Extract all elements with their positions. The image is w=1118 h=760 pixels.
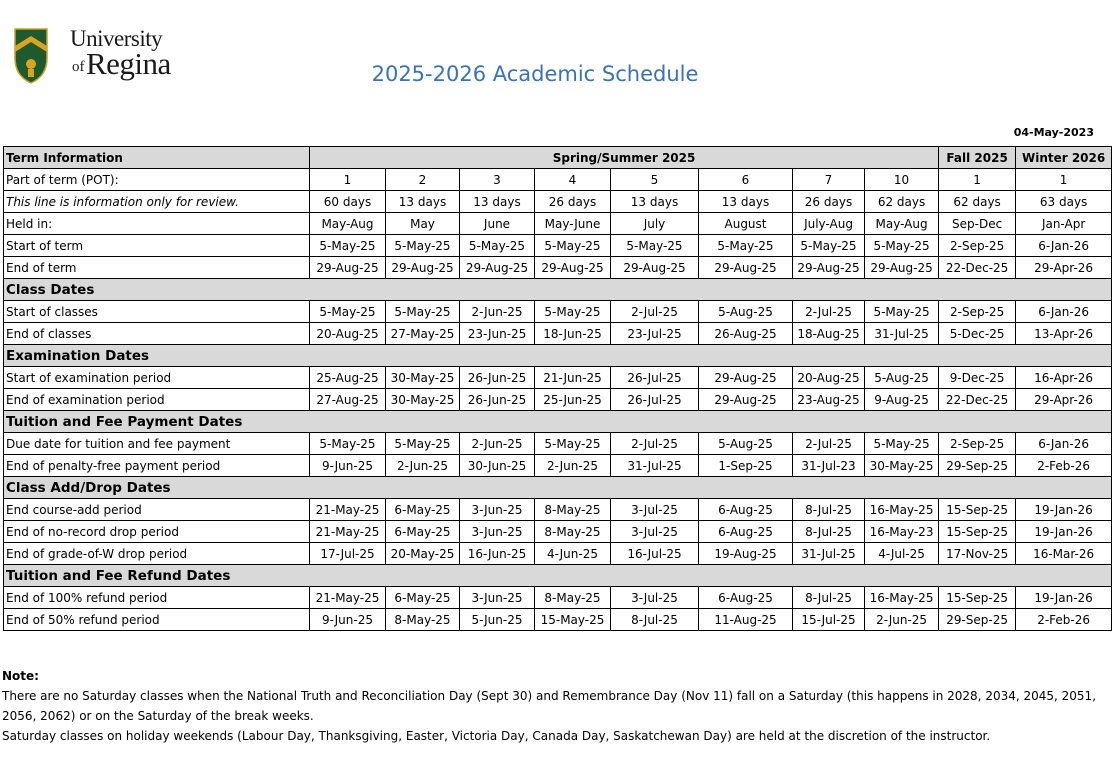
table-cell: 2-Jun-25 bbox=[535, 455, 611, 477]
table-cell: 5-Aug-25 bbox=[699, 301, 793, 323]
table-cell: 5-May-25 bbox=[310, 301, 386, 323]
table-cell: May-Aug bbox=[310, 213, 386, 235]
table-cell: 5-May-25 bbox=[535, 301, 611, 323]
table-cell: 5 bbox=[611, 169, 699, 191]
row-label: End of 50% refund period bbox=[4, 609, 310, 631]
table-cell: 9-Dec-25 bbox=[939, 367, 1016, 389]
header-spring-summer: Spring/Summer 2025 bbox=[310, 147, 939, 169]
table-cell: 2-Sep-25 bbox=[939, 235, 1016, 257]
table-cell: 5-May-25 bbox=[535, 235, 611, 257]
row-label: End of no-record drop period bbox=[4, 521, 310, 543]
table-cell: 23-Jun-25 bbox=[460, 323, 535, 345]
row-label: Start of classes bbox=[4, 301, 310, 323]
table-cell: 29-Sep-25 bbox=[939, 609, 1016, 631]
table-cell: 20-May-25 bbox=[386, 543, 460, 565]
table-cell: 26-Aug-25 bbox=[699, 323, 793, 345]
table-cell: 8-Jul-25 bbox=[793, 587, 865, 609]
table-cell: 9-Jun-25 bbox=[310, 455, 386, 477]
table-cell: Sep-Dec bbox=[939, 213, 1016, 235]
table-cell: 15-May-25 bbox=[535, 609, 611, 631]
table-row bbox=[4, 389, 1112, 411]
table-cell: 5-May-25 bbox=[611, 235, 699, 257]
table-cell: 26-Jul-25 bbox=[611, 367, 699, 389]
table-cell: 5-May-25 bbox=[699, 235, 793, 257]
table-cell: 23-Jul-25 bbox=[611, 323, 699, 345]
table-cell: 16-Jul-25 bbox=[611, 543, 699, 565]
table-cell: 62 days bbox=[939, 191, 1016, 213]
table-cell: 15-Sep-25 bbox=[939, 587, 1016, 609]
table-cell: 8-Jul-25 bbox=[793, 499, 865, 521]
table-cell: 5-May-25 bbox=[386, 235, 460, 257]
table-cell: 5-May-25 bbox=[793, 235, 865, 257]
table-cell: 7 bbox=[793, 169, 865, 191]
table-row bbox=[4, 543, 1112, 565]
section-title: Examination Dates bbox=[4, 345, 1112, 367]
table-cell: 29-Aug-25 bbox=[699, 257, 793, 279]
section-header-row bbox=[4, 279, 1112, 301]
table-cell: 17-Jul-25 bbox=[310, 543, 386, 565]
table-cell: 4-Jun-25 bbox=[535, 543, 611, 565]
table-row bbox=[4, 587, 1112, 609]
table-cell: 3 bbox=[460, 169, 535, 191]
table-cell: 26-Jun-25 bbox=[460, 367, 535, 389]
table-cell: 11-Aug-25 bbox=[699, 609, 793, 631]
row-label: End of classes bbox=[4, 323, 310, 345]
table-row bbox=[4, 169, 1112, 191]
table-cell: 26 days bbox=[793, 191, 865, 213]
table-cell: 8-May-25 bbox=[535, 587, 611, 609]
table-cell: 19-Aug-25 bbox=[699, 543, 793, 565]
table-cell: 8-May-25 bbox=[535, 499, 611, 521]
table-cell: 19-Jan-26 bbox=[1016, 521, 1112, 543]
page-title: 2025-2026 Academic Schedule bbox=[371, 62, 699, 86]
table-row bbox=[4, 609, 1112, 631]
note-section bbox=[2, 666, 1112, 746]
table-cell: 16-Jun-25 bbox=[460, 543, 535, 565]
table-row bbox=[4, 235, 1112, 257]
table-cell: 21-May-25 bbox=[310, 587, 386, 609]
table-row bbox=[4, 521, 1112, 543]
table-cell: 29-Aug-25 bbox=[699, 367, 793, 389]
table-cell: 16-Apr-26 bbox=[1016, 367, 1112, 389]
row-label: End of term bbox=[4, 257, 310, 279]
table-cell: 5-Dec-25 bbox=[939, 323, 1016, 345]
table-cell: 30-Jun-25 bbox=[460, 455, 535, 477]
table-cell: 5-May-25 bbox=[310, 235, 386, 257]
table-cell: 1-Sep-25 bbox=[699, 455, 793, 477]
schedule-table bbox=[3, 146, 1112, 631]
table-cell: 8-Jul-25 bbox=[611, 609, 699, 631]
table-cell: 5-May-25 bbox=[865, 235, 939, 257]
section-title: Tuition and Fee Refund Dates bbox=[4, 565, 1112, 587]
table-row bbox=[4, 257, 1112, 279]
table-cell: 5-May-25 bbox=[535, 433, 611, 455]
table-cell: 29-Sep-25 bbox=[939, 455, 1016, 477]
row-label: Held in: bbox=[4, 213, 310, 235]
header-fall: Fall 2025 bbox=[939, 147, 1016, 169]
table-cell: 31-Jul-25 bbox=[611, 455, 699, 477]
table-cell: 3-Jul-25 bbox=[611, 499, 699, 521]
row-label: End of examination period bbox=[4, 389, 310, 411]
table-cell: 6-Jan-26 bbox=[1016, 235, 1112, 257]
table-cell: 21-Jun-25 bbox=[535, 367, 611, 389]
table-cell: 21-May-25 bbox=[310, 499, 386, 521]
section-title: Class Dates bbox=[4, 279, 1112, 301]
table-cell: 60 days bbox=[310, 191, 386, 213]
table-header-row bbox=[4, 147, 1112, 169]
table-cell: 29-Aug-25 bbox=[699, 389, 793, 411]
section-header-row bbox=[4, 477, 1112, 499]
table-cell: July-Aug bbox=[793, 213, 865, 235]
table-cell: 23-Aug-25 bbox=[793, 389, 865, 411]
table-cell: 8-May-25 bbox=[535, 521, 611, 543]
table-cell: 21-May-25 bbox=[310, 521, 386, 543]
row-label: Start of examination period bbox=[4, 367, 310, 389]
table-cell: 29-Aug-25 bbox=[460, 257, 535, 279]
table-cell: 6-Jan-26 bbox=[1016, 433, 1112, 455]
table-cell: 5-May-25 bbox=[460, 235, 535, 257]
table-cell: July bbox=[611, 213, 699, 235]
section-header-row bbox=[4, 565, 1112, 587]
table-row bbox=[4, 455, 1112, 477]
row-label: Part of term (POT): bbox=[4, 169, 310, 191]
table-cell: 22-Dec-25 bbox=[939, 389, 1016, 411]
table-cell: 1 bbox=[1016, 169, 1112, 191]
table-cell: 16-May-25 bbox=[865, 587, 939, 609]
section-header-row bbox=[4, 411, 1112, 433]
section-title: Tuition and Fee Payment Dates bbox=[4, 411, 1112, 433]
table-cell: 19-Jan-26 bbox=[1016, 499, 1112, 521]
section-title: Class Add/Drop Dates bbox=[4, 477, 1112, 499]
table-cell: 26-Jul-25 bbox=[611, 389, 699, 411]
table-cell: 20-Aug-25 bbox=[310, 323, 386, 345]
table-cell: 17-Nov-25 bbox=[939, 543, 1016, 565]
table-cell: 26 days bbox=[535, 191, 611, 213]
table-cell: 30-May-25 bbox=[386, 367, 460, 389]
table-cell: 1 bbox=[939, 169, 1016, 191]
table-cell: 30-May-25 bbox=[386, 389, 460, 411]
table-cell: 13 days bbox=[699, 191, 793, 213]
table-cell: 18-Aug-25 bbox=[793, 323, 865, 345]
table-cell: 5-May-25 bbox=[865, 433, 939, 455]
table-cell: 6-May-25 bbox=[386, 499, 460, 521]
table-cell: 2-Jul-25 bbox=[793, 301, 865, 323]
table-cell: 29-Aug-25 bbox=[611, 257, 699, 279]
table-cell: 29-Apr-26 bbox=[1016, 257, 1112, 279]
header-term-info: Term Information bbox=[4, 147, 310, 169]
row-label: End of 100% refund period bbox=[4, 587, 310, 609]
table-cell: 5-May-25 bbox=[310, 433, 386, 455]
row-label: End of penalty-free payment period bbox=[4, 455, 310, 477]
section-header-row bbox=[4, 345, 1112, 367]
note-heading: Note: bbox=[2, 669, 39, 683]
row-label: Start of term bbox=[4, 235, 310, 257]
table-cell: May-June bbox=[535, 213, 611, 235]
table-cell: June bbox=[460, 213, 535, 235]
table-cell: 2-Feb-26 bbox=[1016, 455, 1112, 477]
table-cell: 27-Aug-25 bbox=[310, 389, 386, 411]
table-cell: 5-May-25 bbox=[386, 433, 460, 455]
table-cell: 22-Dec-25 bbox=[939, 257, 1016, 279]
table-cell: 6-Aug-25 bbox=[699, 587, 793, 609]
note-line-2: Saturday classes on holiday weekends (Labour Day, Thanksgiving, Easter, Victoria Day, Canada Day, Saskatchewan Day) are held at the discretion of the instructor. bbox=[2, 729, 991, 743]
table-cell: 26-Jun-25 bbox=[460, 389, 535, 411]
table-cell: 8-May-25 bbox=[386, 609, 460, 631]
table-row bbox=[4, 433, 1112, 455]
row-label: End course-add period bbox=[4, 499, 310, 521]
table-cell: 2-Jul-25 bbox=[793, 433, 865, 455]
table-row bbox=[4, 367, 1112, 389]
table-cell: 5-May-25 bbox=[386, 301, 460, 323]
table-cell: May bbox=[386, 213, 460, 235]
table-cell: 6-Jan-26 bbox=[1016, 301, 1112, 323]
table-cell: 4 bbox=[535, 169, 611, 191]
table-cell: 29-Aug-25 bbox=[386, 257, 460, 279]
table-cell: 2 bbox=[386, 169, 460, 191]
table-cell: 13 days bbox=[460, 191, 535, 213]
table-cell: 3-Jun-25 bbox=[460, 521, 535, 543]
table-cell: 6-Aug-25 bbox=[699, 521, 793, 543]
table-cell: 1 bbox=[310, 169, 386, 191]
table-cell: 2-Jun-25 bbox=[460, 433, 535, 455]
table-cell: 31-Jul-23 bbox=[793, 455, 865, 477]
table-cell: 2-Jun-25 bbox=[460, 301, 535, 323]
table-cell: 13-Apr-26 bbox=[1016, 323, 1112, 345]
university-logo: University of Regina bbox=[14, 26, 204, 86]
table-cell: 15-Sep-25 bbox=[939, 521, 1016, 543]
table-cell: 5-Jun-25 bbox=[460, 609, 535, 631]
table-cell: 8-Jul-25 bbox=[793, 521, 865, 543]
table-cell: 29-Aug-25 bbox=[793, 257, 865, 279]
table-cell: 6-May-25 bbox=[386, 587, 460, 609]
table-cell: 29-Apr-26 bbox=[1016, 389, 1112, 411]
table-cell: 62 days bbox=[865, 191, 939, 213]
table-cell: 3-Jul-25 bbox=[611, 521, 699, 543]
header-winter: Winter 2026 bbox=[1016, 147, 1112, 169]
row-label: End of grade-of-W drop period bbox=[4, 543, 310, 565]
row-label: This line is information only for review. bbox=[4, 191, 310, 213]
table-cell: 6-May-25 bbox=[386, 521, 460, 543]
table-cell: 13 days bbox=[611, 191, 699, 213]
table-cell: 18-Jun-25 bbox=[535, 323, 611, 345]
table-cell: 2-Feb-26 bbox=[1016, 609, 1112, 631]
table-cell: 5-May-25 bbox=[865, 301, 939, 323]
table-cell: 2-Jun-25 bbox=[865, 609, 939, 631]
table-cell: 2-Sep-25 bbox=[939, 301, 1016, 323]
note-line-1: There are no Saturday classes when the National Truth and Reconciliation Day (Sept 30) and Remembrance Day (Nov 11) fall on a Saturday (this happens in 2028, 2034, 2045, 2051, 2056, 2062) or on the Saturday of the break weeks. bbox=[2, 689, 1097, 723]
table-cell: 19-Jan-26 bbox=[1016, 587, 1112, 609]
table-cell: Jan-Apr bbox=[1016, 213, 1112, 235]
table-cell: 15-Jul-25 bbox=[793, 609, 865, 631]
table-cell: 9-Jun-25 bbox=[310, 609, 386, 631]
table-cell: 6 bbox=[699, 169, 793, 191]
table-cell: 5-Aug-25 bbox=[865, 367, 939, 389]
table-cell: 30-May-25 bbox=[865, 455, 939, 477]
table-row bbox=[4, 499, 1112, 521]
table-cell: 25-Aug-25 bbox=[310, 367, 386, 389]
table-row bbox=[4, 191, 1112, 213]
table-row bbox=[4, 323, 1112, 345]
table-cell: 4-Jul-25 bbox=[865, 543, 939, 565]
table-cell: 63 days bbox=[1016, 191, 1112, 213]
table-cell: 16-Mar-26 bbox=[1016, 543, 1112, 565]
table-cell: 13 days bbox=[386, 191, 460, 213]
table-cell: 3-Jun-25 bbox=[460, 587, 535, 609]
table-cell: 15-Sep-25 bbox=[939, 499, 1016, 521]
table-cell: August bbox=[699, 213, 793, 235]
table-cell: 9-Aug-25 bbox=[865, 389, 939, 411]
row-label: Due date for tuition and fee payment bbox=[4, 433, 310, 455]
table-cell: May-Aug bbox=[865, 213, 939, 235]
table-cell: 2-Jun-25 bbox=[386, 455, 460, 477]
table-cell: 5-Aug-25 bbox=[699, 433, 793, 455]
table-cell: 31-Jul-25 bbox=[865, 323, 939, 345]
table-cell: 2-Jul-25 bbox=[611, 301, 699, 323]
table-cell: 29-Aug-25 bbox=[310, 257, 386, 279]
table-cell: 25-Jun-25 bbox=[535, 389, 611, 411]
table-cell: 3-Jun-25 bbox=[460, 499, 535, 521]
table-cell: 2-Jul-25 bbox=[611, 433, 699, 455]
table-cell: 3-Jul-25 bbox=[611, 587, 699, 609]
document-date: 04-May-2023 bbox=[1013, 126, 1094, 139]
table-cell: 29-Aug-25 bbox=[865, 257, 939, 279]
table-cell: 6-Aug-25 bbox=[699, 499, 793, 521]
table-cell: 20-Aug-25 bbox=[793, 367, 865, 389]
table-cell: 2-Sep-25 bbox=[939, 433, 1016, 455]
table-cell: 16-May-23 bbox=[865, 521, 939, 543]
table-cell: 10 bbox=[865, 169, 939, 191]
table-row bbox=[4, 213, 1112, 235]
table-cell: 27-May-25 bbox=[386, 323, 460, 345]
table-row bbox=[4, 301, 1112, 323]
table-cell: 29-Aug-25 bbox=[535, 257, 611, 279]
table-cell: 16-May-25 bbox=[865, 499, 939, 521]
table-cell: 31-Jul-25 bbox=[793, 543, 865, 565]
